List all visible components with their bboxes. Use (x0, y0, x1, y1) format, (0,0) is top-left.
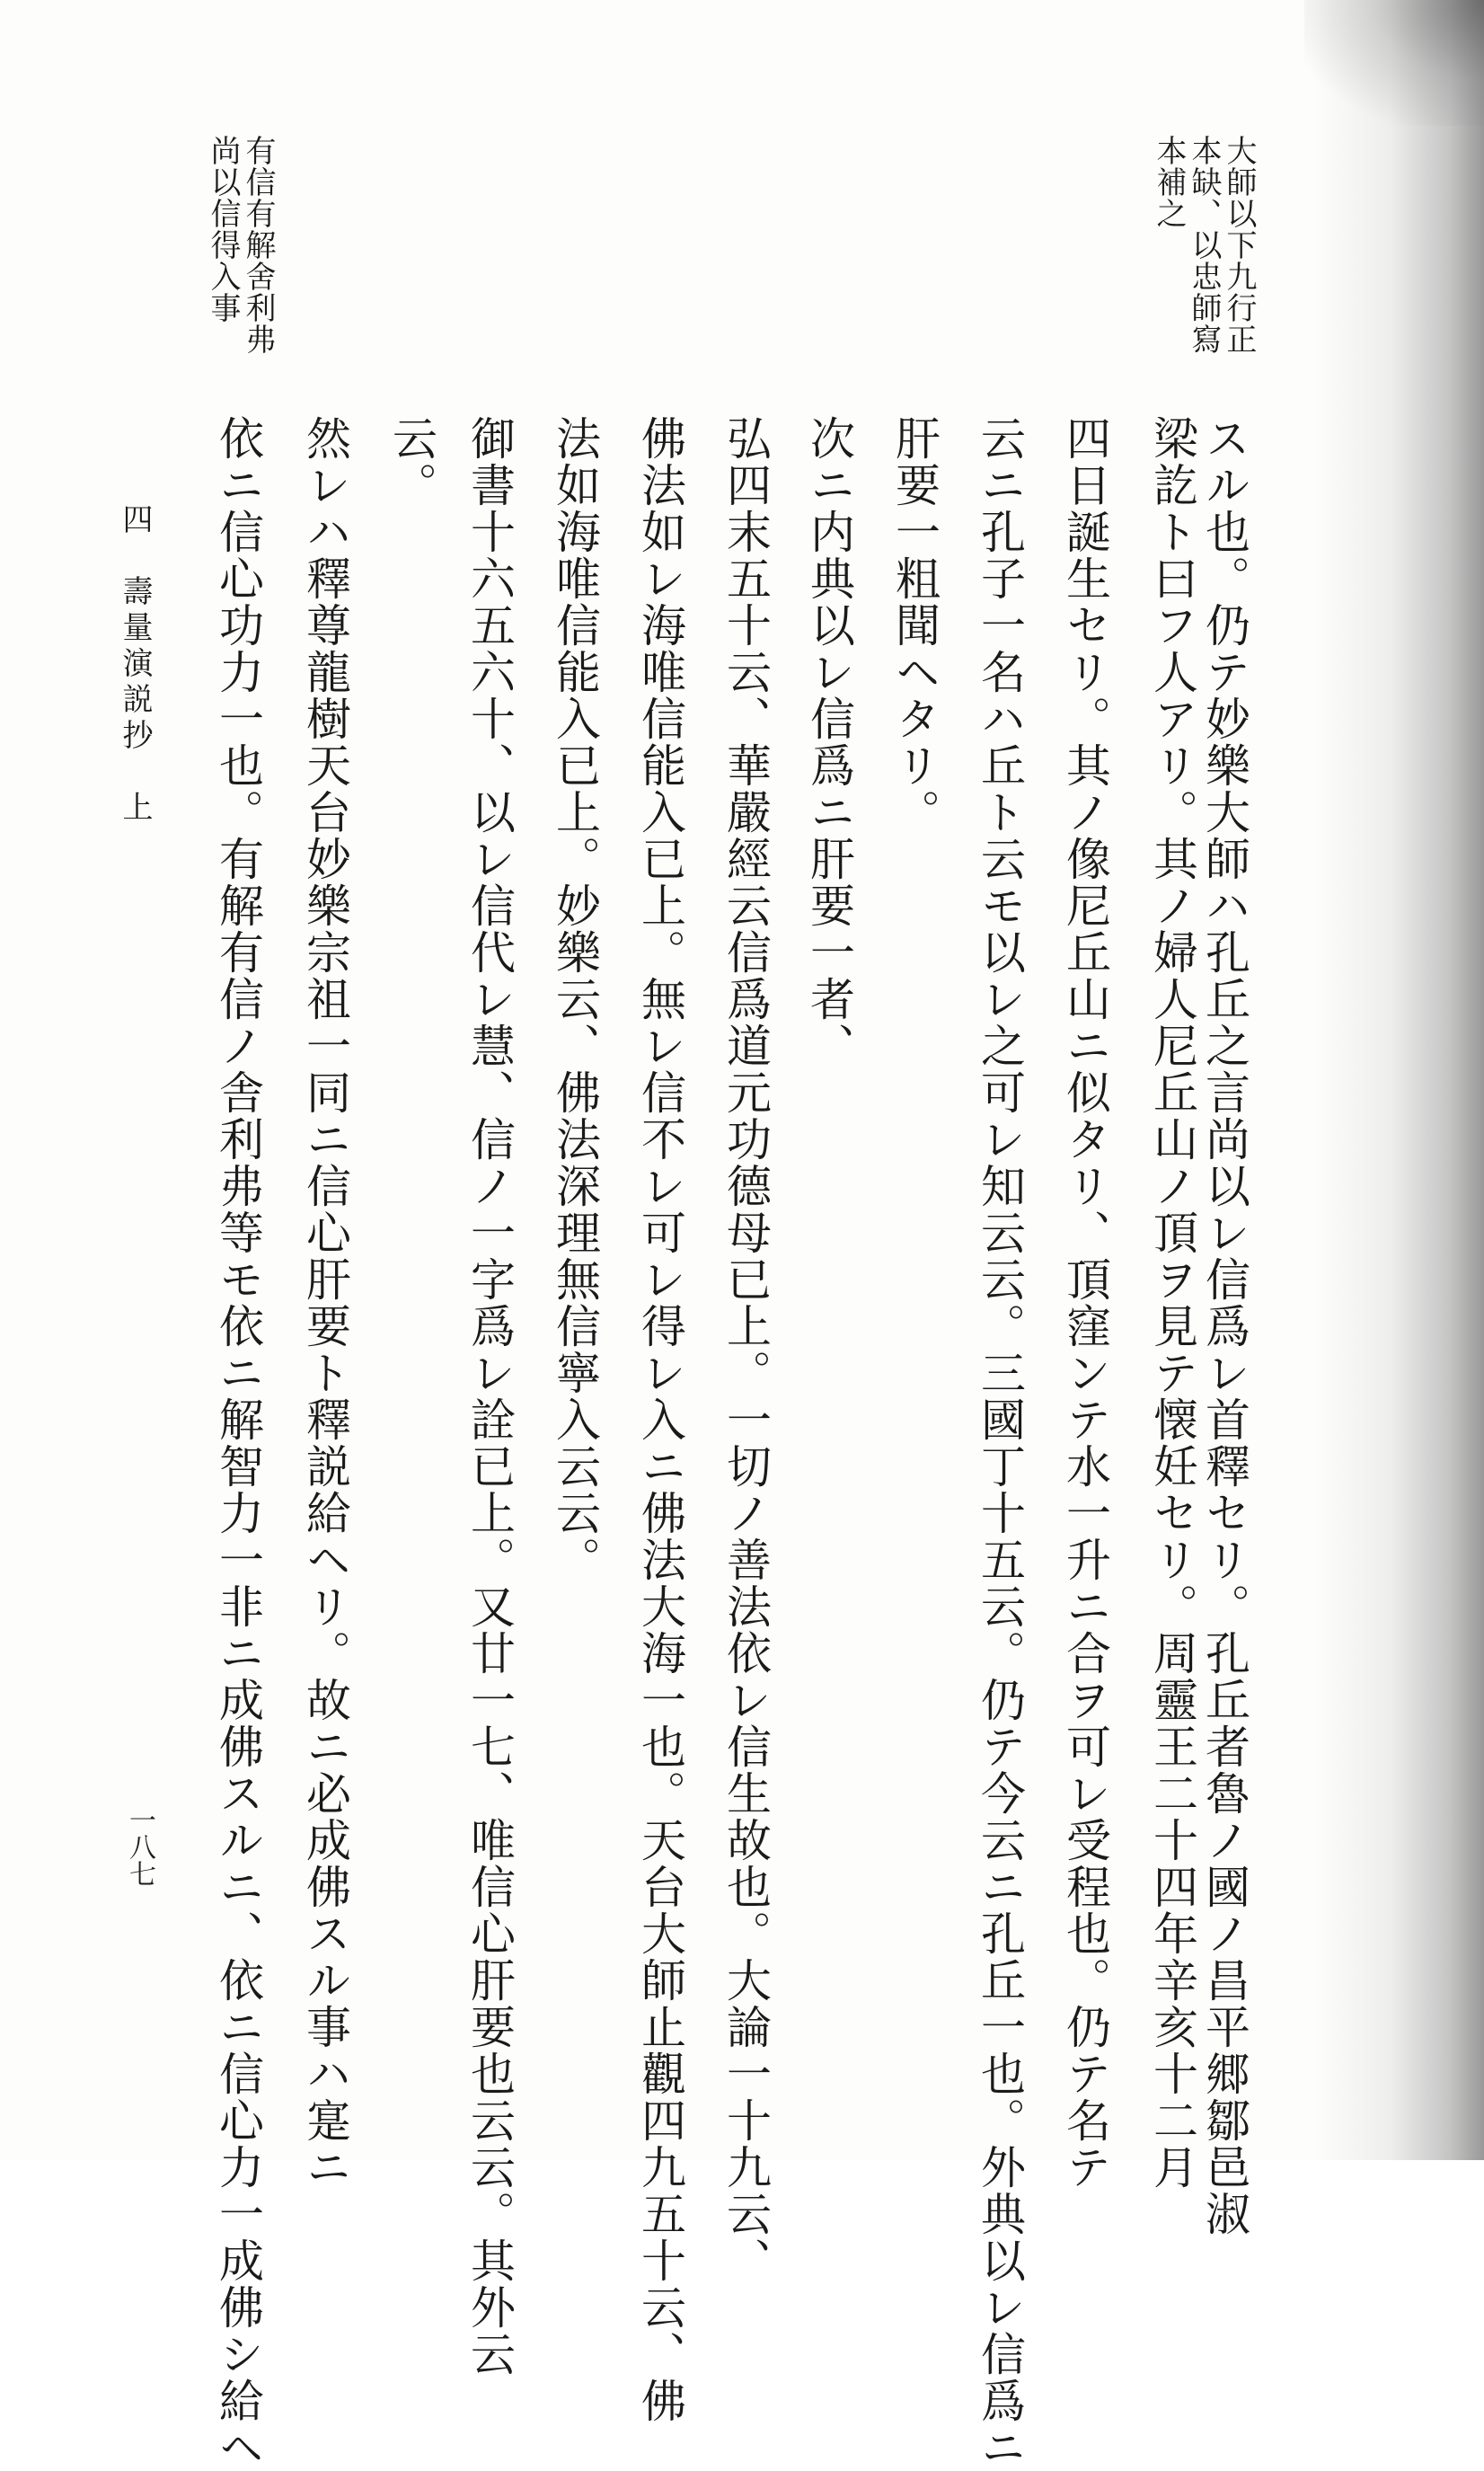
body-column-12: 然レハ釋尊龍樹天台妙樂宗祖一同ニ信心肝要ト釋説給ヘリ。故ニ必成佛スル事ハ寔ニ (299, 415, 351, 2191)
body-column-1: スル也。仍テ妙樂大師ハ孔丘之言尚以レ信爲レ首釋セリ。孔丘者魯ノ國ノ昌平郷鄒邑淑 (1198, 415, 1250, 2237)
marginal-note-right-line-1: 大師以下九行正 (1221, 135, 1257, 355)
body-column-2: 梁訖ト曰フ人アリ。其ノ婦人尼丘山ノ頂ヲ見テ懐妊セリ。周靈王二十四年辛亥十二月 (1146, 415, 1198, 2191)
body-column-10: 御書十六五六十、以レ信代レ慧、信ノ一字爲レ詮已上。又廿一七、唯信心肝要也云云。其外云 (464, 415, 516, 2378)
body-column-9: 法如海唯信能入已上。妙樂云、佛法深理無信寧入云云。 (549, 415, 601, 1583)
marginal-note-right-line-2: 本缺、以忠師寫 (1186, 135, 1222, 355)
running-title: 四 壽量演説抄 上 (117, 503, 153, 827)
marginal-note-left-line-1: 有信有解舍利弗 (240, 135, 276, 355)
body-column-3: 四日誕生セリ。其ノ像尼丘山ニ似タリ、頂窪ンテ水一升ニ合ヲ可レ受程也。仍テ名テ (1059, 415, 1111, 2191)
scan-corner-shadow (1304, 0, 1484, 126)
body-column-8: 佛法如レ海唯信能入已上。無レ信不レ可レ得レ入ニ佛法大海一也。天台大師止觀四九五十云、佛 (634, 415, 686, 2424)
page-number: 一八七 (124, 1806, 155, 1887)
body-column-13: 依ニ信心功力一也。有解有信ノ舎利弗等モ依ニ解智力一非ニ成佛スルニ、依ニ信心力一成佛シ給ヘ (212, 415, 264, 2471)
body-column-5: 肝要一粗聞ヘタリ。 (888, 415, 941, 836)
body-column-7: 弘四末五十云、華嚴經云信爲道元功德母已上。一切ノ善法依レ信生故也。大論一十九云、 (720, 415, 772, 2284)
marginal-note-right-line-3: 本補之 (1151, 135, 1187, 229)
body-column-6: 次ニ内典以レ信爲ニ肝要一者、 (803, 415, 855, 1069)
scan-edge-shadow (1313, 0, 1484, 2160)
body-column-11: 云。 (385, 415, 437, 509)
marginal-note-left-line-2: 尚以信得入事 (205, 135, 241, 323)
body-column-4: 云ニ孔子一名ハ丘ト云モ以レ之可レ知云云。三國丁十五云。仍テ今云ニ孔丘一也。外典以レ信爲ニ (974, 415, 1026, 2471)
